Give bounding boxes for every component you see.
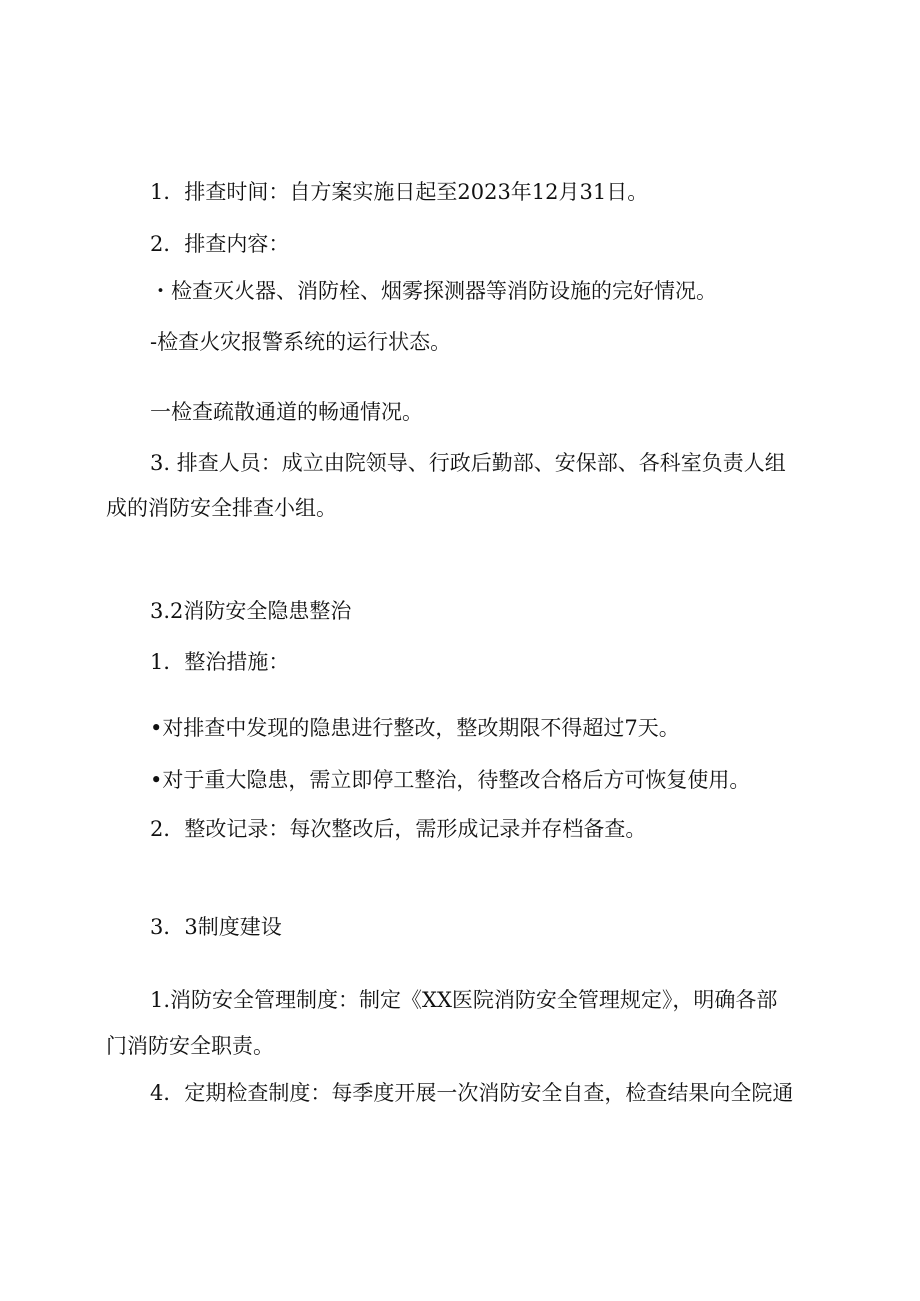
text-line: 1.消防安全管理制度：制定《XX医院消防安全管理规定》，明确各部 <box>150 988 778 1012</box>
text-line: 1．排查时间：自方案实施日起至2023年12月31日。 <box>150 180 649 204</box>
text-line: 2．整改记录：每次整改后，需形成记录并存档备查。 <box>150 817 647 841</box>
text-line: ・检查灭火器、消防栓、烟雾探测器等消防设施的完好情况。 <box>150 279 717 303</box>
text-line: 1．整治措施： <box>150 650 290 674</box>
text-line: 2．排查内容： <box>150 232 290 256</box>
text-line: 一检查疏散通道的畅通情况。 <box>150 400 423 424</box>
section-heading: 3．3制度建设 <box>150 915 282 939</box>
text-line: 成的消防安全排查小组。 <box>106 496 337 520</box>
text-line: 3. 排查人员：成立由院领导、行政后勤部、安保部、各科室负责人组 <box>150 451 786 475</box>
section-heading: 3.2消防安全隐患整治 <box>150 599 352 623</box>
text-line: •对排查中发现的隐患进行整改，整改期限不得超过7天。 <box>150 716 680 740</box>
text-line: •对于重大隐患，需立即停工整治，待整改合格后方可恢复使用。 <box>150 768 751 792</box>
text-line: -检查火灾报警系统的运行状态。 <box>150 330 452 354</box>
text-line: 4．定期检查制度：每季度开展一次消防安全自查，检查结果向全院通 <box>150 1081 794 1105</box>
text-line: 门消防安全职责。 <box>106 1034 274 1058</box>
